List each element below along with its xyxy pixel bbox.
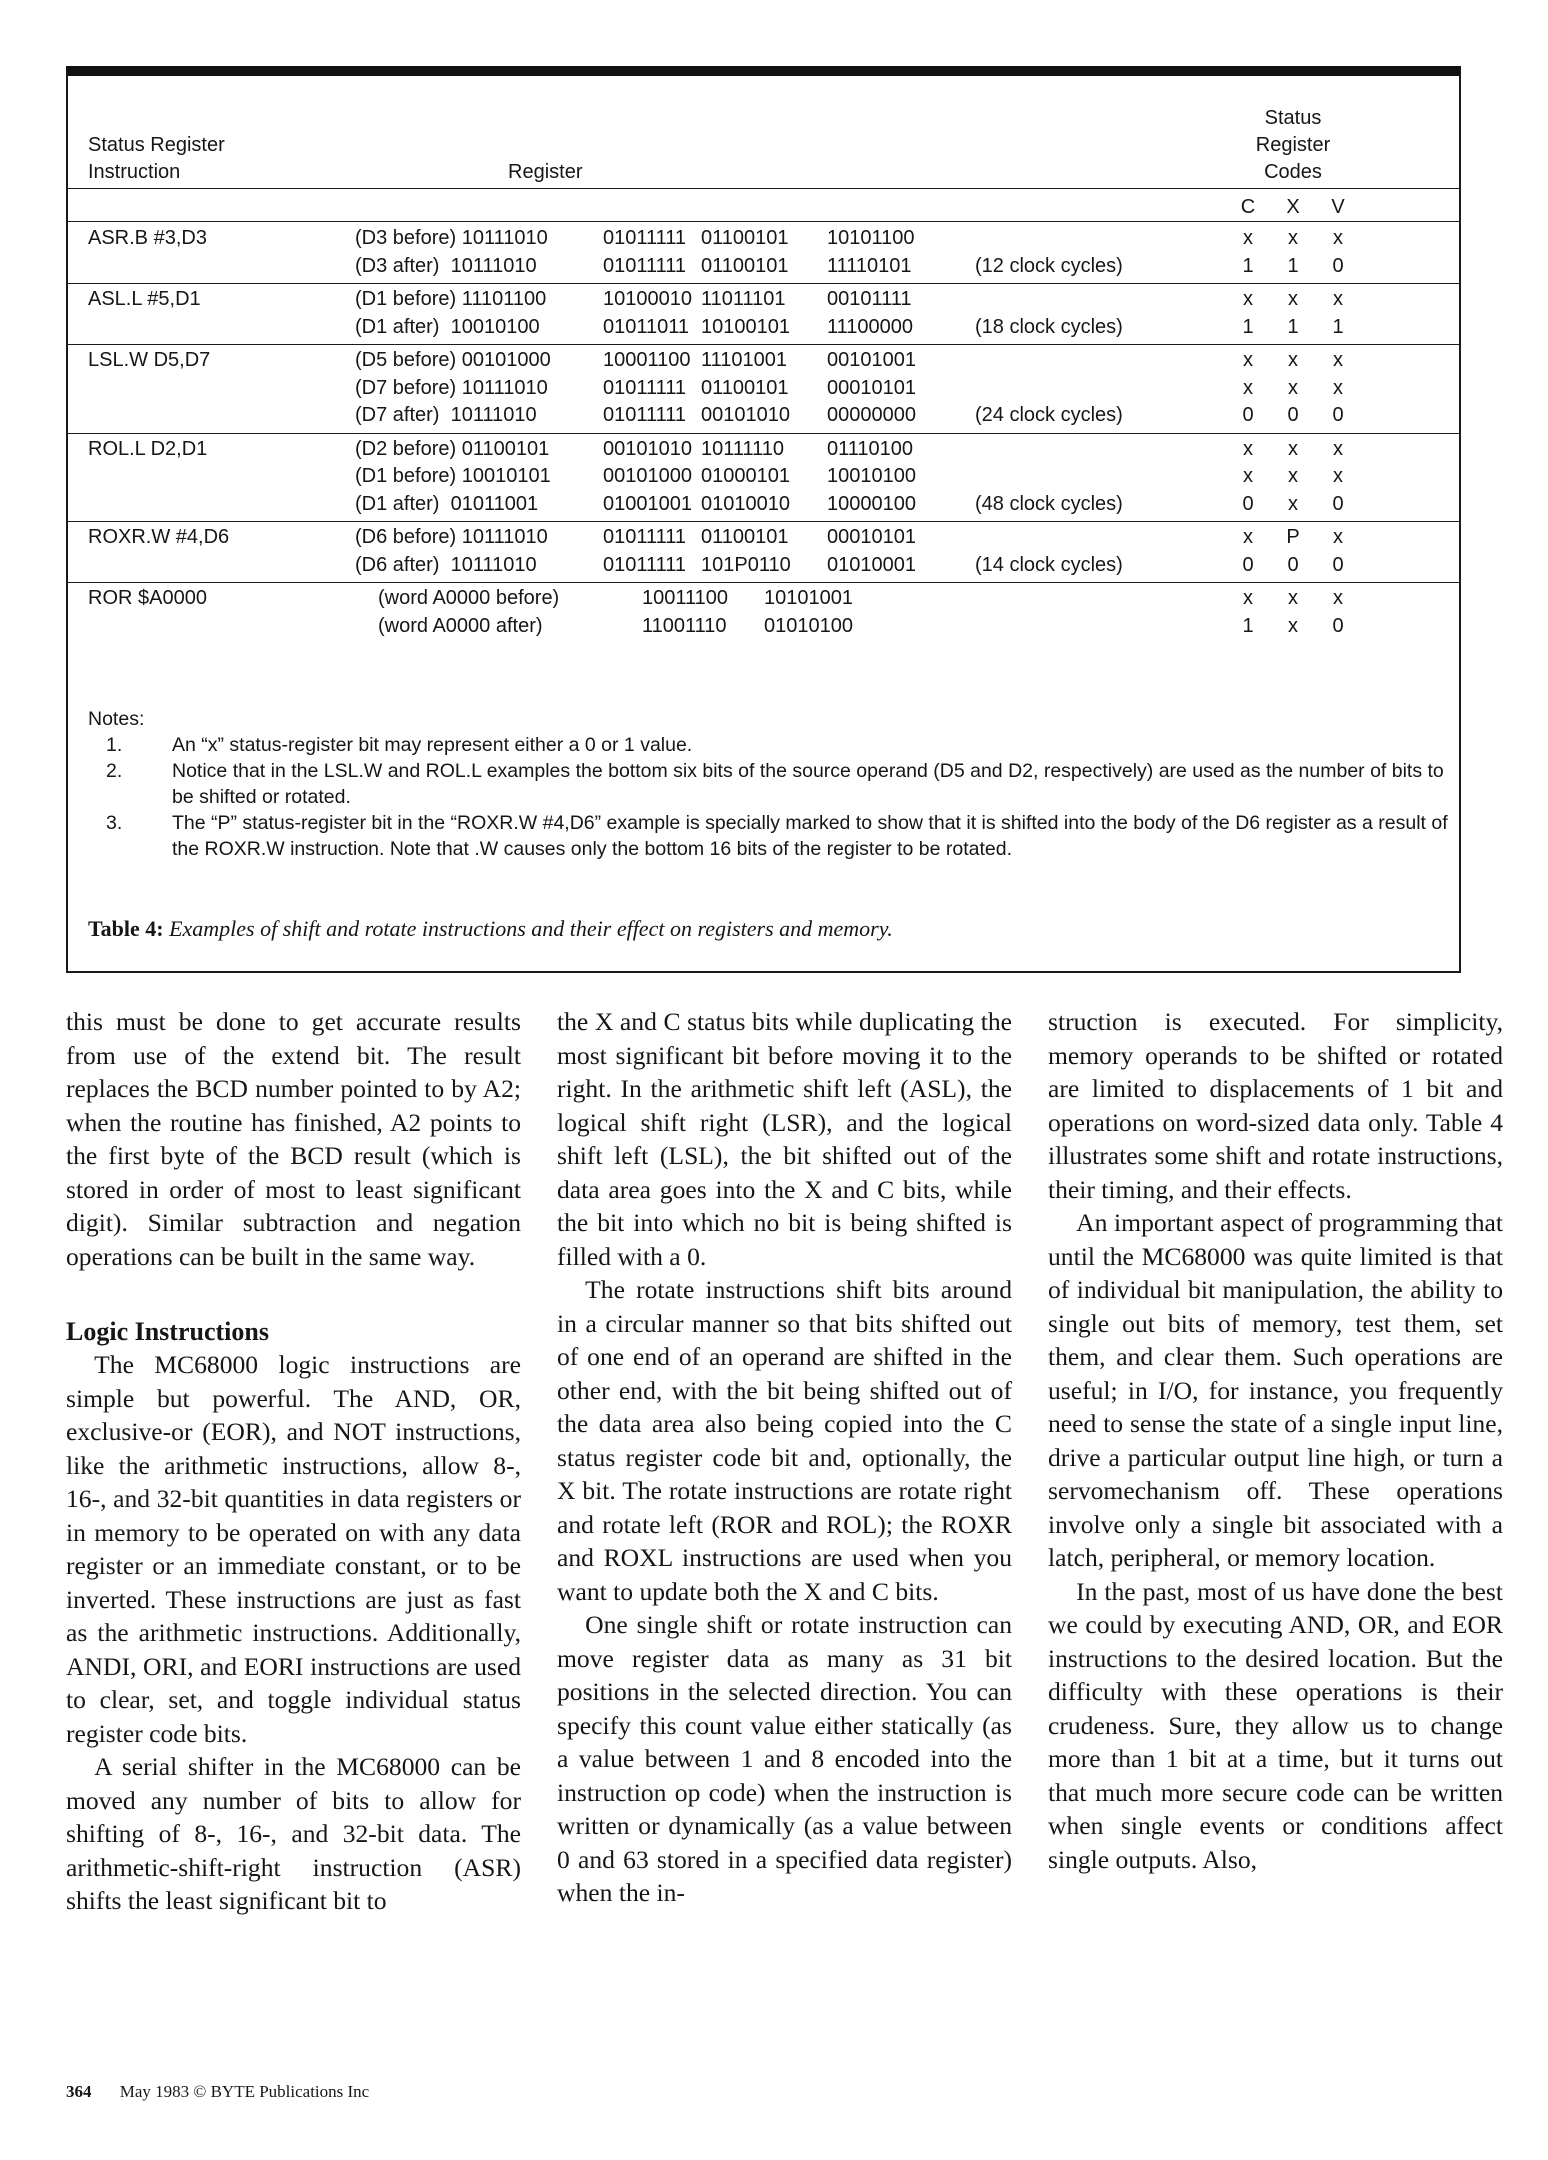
status-code-c: x <box>1243 288 1253 310</box>
register-byte: 11101001 <box>701 349 788 371</box>
code-header-divider <box>68 221 1459 222</box>
header-register: Register <box>508 161 583 183</box>
status-code-x: 1 <box>1287 254 1299 277</box>
register-byte: 01110100 <box>827 437 914 460</box>
register-byte: 101P0110 <box>701 553 791 576</box>
clock-cycles: (48 clock cycles) <box>975 492 1123 515</box>
status-code-v: x <box>1333 587 1343 609</box>
status-code-v: 0 <box>1332 553 1344 576</box>
col2-paragraph-3: One single shift or rotate instruction can move register data as many as 31 bit positions in the selected direction. You can specify this count value either statically (as a value between 1 and 8 encoded into the instruction op code) when the instruction is written or dynamically (as a value between 0 and 63 stored in a specified data register) when the in- <box>557 1610 1012 1907</box>
register-byte: 00010101 <box>827 376 916 399</box>
column-3 <box>1048 1005 1503 1876</box>
status-code-c: 0 <box>1242 553 1254 576</box>
register-byte: 01011111 <box>603 553 687 576</box>
instruction-name: ROR $A0000 <box>88 587 207 609</box>
note-1 <box>88 732 1448 758</box>
register-line-label: (D7 after) 10111010 <box>355 404 537 426</box>
note-number: 3. <box>106 812 123 834</box>
code-header-c: C <box>1240 196 1256 218</box>
code-header-v: V <box>1331 196 1345 218</box>
register-line-label: (D1 before) 11101100 <box>355 288 547 310</box>
register-byte: 01011111 <box>603 254 687 277</box>
page-footer <box>66 2082 369 2102</box>
memory-byte: 11001110 <box>642 614 727 637</box>
register-byte: 00010101 <box>827 526 916 548</box>
register-byte: 01011011 <box>603 315 690 338</box>
note-text: An “x” status-register bit may represent either a 0 or 1 value. <box>172 734 693 756</box>
register-line-label: (D1 after) 10010100 <box>355 315 540 338</box>
register-line-label: (D2 before) 01100101 <box>355 437 550 460</box>
note-number: 1. <box>106 734 123 756</box>
status-code-v: x <box>1333 526 1343 548</box>
table-caption <box>88 916 893 942</box>
caption-text: Examples of shift and rotate instructions and their effect on registers and memory. <box>169 916 893 941</box>
clock-cycles: (14 clock cycles) <box>975 553 1123 576</box>
status-code-x: x <box>1288 376 1298 399</box>
register-byte: 01100101 <box>701 227 789 249</box>
status-code-x: x <box>1288 587 1298 609</box>
register-byte: 01100101 <box>701 376 789 399</box>
register-byte: 00000000 <box>827 404 916 426</box>
row-divider <box>68 283 1459 284</box>
row-divider <box>68 344 1459 345</box>
status-code-x: x <box>1288 614 1298 637</box>
status-code-v: x <box>1333 227 1343 249</box>
register-byte: 11011101 <box>701 288 786 310</box>
header-divider <box>68 188 1459 189</box>
column-1 <box>66 1005 521 1918</box>
status-code-x: 1 <box>1287 315 1299 338</box>
note-text: Notice that in the LSL.W and ROL.L examples the bottom six bits of the source operand (D5 and D2, respectively) are used as the number of bits to be shifted or rotated. <box>172 760 1444 808</box>
instruction-name: ASR.B #3,D3 <box>88 227 207 249</box>
status-code-c: x <box>1243 376 1253 399</box>
status-code-c: 0 <box>1242 404 1254 426</box>
notes-title: Notes: <box>88 708 145 730</box>
status-code-x: 0 <box>1287 553 1299 576</box>
status-code-c: x <box>1243 465 1253 487</box>
section-heading-logic-instructions: Logic Instructions <box>66 1317 269 1346</box>
register-byte: 10001100 <box>603 349 691 371</box>
status-code-v: x <box>1333 437 1343 460</box>
register-line-label: (D3 after) 10111010 <box>355 254 537 277</box>
note-number: 2. <box>106 760 123 782</box>
register-byte: 00101001 <box>827 349 916 371</box>
col2-paragraph-2: The rotate instructions shift bits around in a circular manner so that bits shifted out of one end of an operand are shifted in the other end, with the bit being shifted out of the data area also being copied into the C status register code bit and, optionally, the X bit. The rotate instructions are rotate right and rotate left (ROR and ROL); the ROXR and ROXL instructions are used when you want to update both the X and C bits. <box>557 1275 1012 1606</box>
note-2 <box>88 758 1448 810</box>
status-code-v: x <box>1333 465 1343 487</box>
status-code-v: 0 <box>1332 614 1344 637</box>
register-byte: 10100010 <box>603 288 692 310</box>
row-divider <box>68 582 1459 583</box>
status-code-v: x <box>1333 349 1343 371</box>
clock-cycles: (18 clock cycles) <box>975 315 1123 338</box>
header-status-register-codes: Status Register Codes <box>1255 107 1331 183</box>
status-code-v: 0 <box>1332 254 1344 277</box>
status-code-x: x <box>1288 288 1298 310</box>
register-byte: 10100101 <box>701 315 790 338</box>
col1-paragraph-1: this must be done to get accurate results from use of the extend bit. The result replaces the BCD number pointed to by A2; when the routine has finished, A2 points to the first byte of the BCD result (which is stored in order of most to least significant digit). Similar subtraction and negation operations can be built in the same way. <box>66 1007 521 1271</box>
register-line-label: (word A0000 before) <box>378 587 560 609</box>
status-code-x: P <box>1286 526 1300 548</box>
register-byte: 10101100 <box>827 227 915 249</box>
notes <box>88 706 1448 862</box>
status-code-x: x <box>1288 492 1298 515</box>
register-line-label: (D5 before) 00101000 <box>355 349 551 371</box>
status-code-c: x <box>1243 227 1253 249</box>
memory-byte: 10011100 <box>642 587 729 609</box>
register-line-label: (D6 after) 10111010 <box>355 553 537 576</box>
register-line-label: (D3 before) 10111010 <box>355 227 548 249</box>
status-code-v: x <box>1333 288 1343 310</box>
note-text: The “P” status-register bit in the “ROXR.W #4,D6” example is specially marked to show that it is shifted into the body of the D6 register as a result of the ROXR.W instruction. Note that .W causes only the bottom 16 bits of the register to be rotated. <box>172 812 1448 860</box>
status-code-x: x <box>1288 437 1298 460</box>
status-code-c: x <box>1243 437 1253 460</box>
register-line-label: (D6 before) 10111010 <box>355 526 548 548</box>
register-line-label: (D7 before) 10111010 <box>355 376 548 399</box>
status-code-c: x <box>1243 349 1253 371</box>
instruction-name: ROXR.W #4,D6 <box>88 526 230 548</box>
header-status-register-instruction: Status Register Instruction <box>88 134 225 183</box>
page-number: 364 <box>66 2082 92 2101</box>
status-code-c: x <box>1243 587 1253 609</box>
status-code-v: 0 <box>1332 404 1344 426</box>
register-byte: 01100101 <box>701 254 789 277</box>
column-2 <box>557 1005 1012 1910</box>
register-byte: 01100101 <box>701 526 789 548</box>
register-byte: 01011111 <box>603 227 687 249</box>
code-header-x: X <box>1286 196 1300 218</box>
register-byte: 01010001 <box>827 553 916 576</box>
register-byte: 01011111 <box>603 404 687 426</box>
col3-paragraph-3: In the past, most of us have done the best we could by executing AND, OR, and EOR instructions to the desired location. But the difficulty with these operations is their crudeness. Sure, they allow us to change more than 1 bit at a time, but it turns out that much more secure code can be written when single events or conditions affect single outputs. Also, <box>1048 1576 1503 1874</box>
register-byte: 00101010 <box>701 404 790 426</box>
row-divider <box>68 433 1459 434</box>
status-code-x: x <box>1288 465 1298 487</box>
register-line-label: (D1 before) 10010101 <box>355 465 551 487</box>
status-code-c: 1 <box>1242 254 1254 277</box>
register-byte: 01010010 <box>701 492 790 515</box>
status-code-c: x <box>1243 526 1253 548</box>
clock-cycles: (12 clock cycles) <box>975 254 1123 277</box>
status-code-x: x <box>1288 227 1298 249</box>
instruction-name: ASL.L #5,D1 <box>88 288 201 310</box>
register-byte: 10010100 <box>827 465 916 487</box>
register-line-label: (D1 after) 01011001 <box>355 492 539 515</box>
col1-paragraph-2: The MC68000 logic instructions are simple but powerful. The AND, OR, exclusive-or (EOR), and NOT instructions, like the arithmetic instructions, allow 8-, 16-, and 32-bit quantities in data registers or in memory to be operated on with any data register or an immediate constant, or to be inverted. These instructions are just as fast as the arithmetic instructions. Additionally, ANDI, ORI, and EORI instructions are used to clear, set, and toggle individual status register code bits. <box>66 1350 521 1748</box>
status-code-v: x <box>1333 376 1343 399</box>
status-code-v: 1 <box>1332 315 1344 338</box>
status-code-c: 1 <box>1242 614 1254 637</box>
register-line-label: (word A0000 after) <box>378 614 543 637</box>
register-byte: 01001001 <box>603 492 692 515</box>
register-byte: 01011111 <box>603 526 687 548</box>
register-byte: 10000100 <box>827 492 916 515</box>
status-code-v: 0 <box>1332 492 1344 515</box>
register-byte: 10111110 <box>701 437 785 460</box>
row-divider <box>68 521 1459 522</box>
register-byte: 11110101 <box>827 254 912 277</box>
register-byte: 00101000 <box>603 465 692 487</box>
status-code-c: 1 <box>1242 315 1254 338</box>
caption-label: Table 4: <box>88 916 164 941</box>
col1-paragraph-3: A serial shifter in the MC68000 can be moved any number of bits to allow for shifting of 8-, 16-, and 32-bit data. The arithmetic-shift-right instruction (ASR) shifts the least significant bit to <box>66 1752 521 1915</box>
memory-byte: 10101001 <box>764 587 853 609</box>
register-byte: 00101010 <box>603 437 692 460</box>
register-byte: 00101111 <box>827 288 912 310</box>
instruction-name: LSL.W D5,D7 <box>88 349 211 371</box>
register-byte: 11100000 <box>827 315 914 338</box>
status-code-x: 0 <box>1287 404 1299 426</box>
footer-credit: May 1983 © BYTE Publications Inc <box>119 2082 370 2101</box>
col2-paragraph-1: the X and C status bits while duplicating the most significant bit before moving it to the right. In the arithmetic shift left (ASL), the logical shift right (LSR), and the logical shift left (LSL), the bit shifted out of the data area goes into the X and C bits, while the bit into which no bit is being shifted is filled with a 0. <box>557 1007 1012 1271</box>
memory-byte: 01010100 <box>764 614 853 637</box>
table-4-box <box>66 66 1461 973</box>
note-3 <box>88 810 1448 862</box>
col3-paragraph-2: An important aspect of programming that until the MC68000 was quite limited is that of individual bit manipulation, the ability to single out bits of memory, test them, set them, and clear them. Such operations are useful; in I/O, for instance, you frequently need to sense the state of a single input line, drive a particular output line high, or turn a servomechanism off. These operations involve only a single bit associated with a latch, peripheral, or memory location. <box>1048 1208 1503 1572</box>
col3-paragraph-1: struction is executed. For simplicity, memory operands to be shifted or rotated are limited to displacements of 1 bit and operations on word-sized data only. Table 4 illustrates some shift and rotate instructions, their timing, and their effects. <box>1048 1007 1503 1204</box>
status-code-x: x <box>1288 349 1298 371</box>
register-byte: 01011111 <box>603 376 687 399</box>
status-code-c: 0 <box>1242 492 1254 515</box>
register-byte: 01000101 <box>701 465 790 487</box>
instruction-name: ROL.L D2,D1 <box>88 437 208 460</box>
clock-cycles: (24 clock cycles) <box>975 404 1123 426</box>
